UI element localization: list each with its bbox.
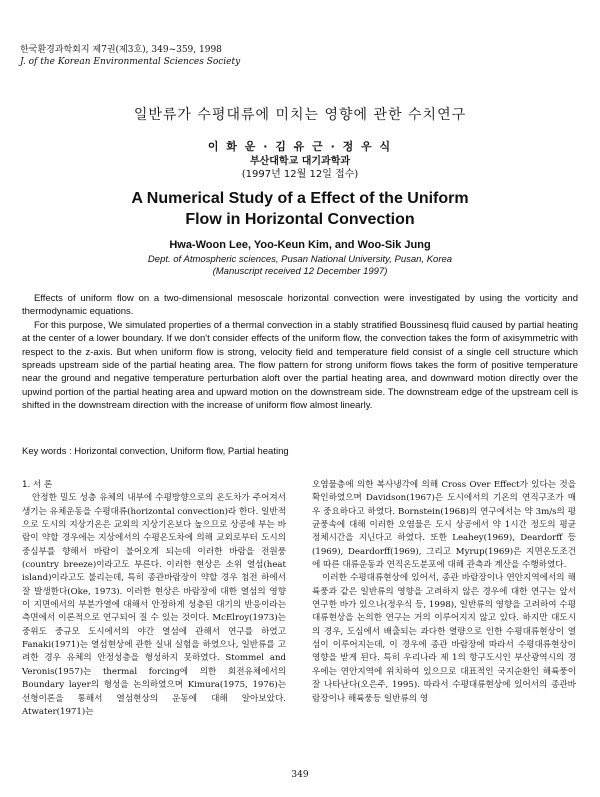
right-column <box>312 479 576 706</box>
english-affiliation: Dept. of Atmospheric sciences, Pusan National University, Pusan, Korea <box>147 254 453 265</box>
english-authors: Hwa-Woon Lee, Yoo-Keun Kim, and Woo-Sik Jung <box>169 239 431 251</box>
abstract-paragraph-1: Effects of uniform flow on a two-dimensional mesoscale horizontal convection were investigated by using the vorticity and thermodynamic equations. <box>22 293 578 318</box>
english-title <box>0 188 600 230</box>
right-column-paragraph-1: 오염물층에 의한 복사냉각에 의해 Cross Over Effect가 있다는 것을 확인하였으며 Davidson(1967)은 도시에서의 기온의 연직구조가 매우 중요하다고 하였다. Bornstein(1968)의 연구에서는 약 3m/s의 평균풍속에 대해 이러한 오염물은 도시 상공에서 약 1시간 정도의 평균 정체시간을 지닌다고 하였다. 또한 Leahey(1969), Deardorff 등(1969), Deardorff(1969), 그리고 Myrup(1969)은 지면온도조건에 따른 대류운동과 연직온도분포에 대해 관측과 계산을 수행하였다. <box>312 480 576 571</box>
korean-title: 일반류가 수평대류에 미치는 영향에 관한 수치연구 <box>133 107 467 123</box>
keywords: Key words : Horizontal convection, Uniform flow, Partial heating <box>22 446 289 457</box>
journal-name: J. of the Korean Environmental Sciences Society <box>20 57 241 67</box>
journal-header <box>20 44 240 68</box>
english-title-line2: Flow in Horizontal Convection <box>185 211 415 228</box>
abstract <box>22 292 578 413</box>
abstract-paragraph-2: For this purpose, We simulated properties of a thermal convection in a stably stratified Boussinesq fluid caused by partial heating at the center of a lower boundary. If we don't consider effects of the uniform flow, the convection takes the form of axisymmetric with respect to the z-axis. But when uniform flow is strong, velocity field and temperature field consist of a single cell structure which spreads upstream side of the partial heating area. The flow pattern for strong uniform flows takes the form of positive temperature near the ground and negative temperature perturbation aloft over the partial heating area, and downward motion directly over the upwind portion of the partial heating area and upward motion on the downstream side. The downstream edge of the upstream cell is shifted in the downstream direction with the increase of uniform flow almost linearly. <box>22 319 578 412</box>
korean-received-date: (1997년 12월 12일 접수) <box>241 169 359 180</box>
section-heading-introduction: 1. 서 론 <box>22 480 53 490</box>
page-number: 349 <box>291 770 309 780</box>
journal-citation: 한국환경과학회지 제7권(제3호), 349~359, 1998 <box>20 45 222 55</box>
english-title-line1: A Numerical Study of a Effect of the Uniform <box>131 190 469 207</box>
left-column-paragraph-1: 안정한 밀도 성층 유체의 내부에 수평방향으로의 온도차가 주어져서 생기는 유체운동을 수평대류(horizontal convection)라 한다. 일반적으로 도시의 지상기온은 교외의 지상기온보다 높으므로 상공에 부는 바람이 약할 경우에는 지상에서의 수평온도차에 의해 교외로부터 도시의 중심부를 향해서 바람이 불어오게 되는데 이러한 바람을 전원풍(country breeze)이라고도 부른다. 이러한 현상은 소위 열섬(heat island)이라고도 불리는데, 특히 종관바람장이 약할 경우 첨전 하에서 잘 발생한다(Oke, 1973). 이러한 현상은 바람장에 대한 열섬의 영향이 지면에서의 부분가열에 대해서 안정하게 성층된 대기의 반응이라는 측면에서 이론적으로 연구되어 질 수 있는 것이다. McElroy(1973)는 중위도 중규모 도시에서의 야간 열섬에 관해서 연구를 하였고 Fanaki(1971)는 열섬현상에 관한 실내 실험을 하였으나, 일반류를 고려한 경우 유체의 안정성층을 형성하지 못하였다. Stommel and Veronis(1957)는 thermal forcing에 의한 회전유체에서의 Boundary layer의 형성을 논의하였으며 Kimura(1975, 1976)는 선형이론을 통해서 열섬현상의 운동에 대해 알아보았다. Atwater(1971)는 <box>22 493 286 717</box>
left-column <box>22 479 286 719</box>
right-column-paragraph-2: 이러한 수평대류현상에 있어서, 종관 바람장이나 연안지역에서의 해륙풍과 같은 일반류의 영향을 고려하지 않은 경우에 대한 연구는 앞서 연구한 바가 있으나(정우식 등, 1998), 일반류의 영향을 고려하여 수평대류현상을 논의한 연구는 거의 이루어지지 않고 있다. 하지만 대도시의 경우, 도심에서 배출되는 과다한 열량으로 인한 수평대류현상이 열섬이 이루어지는데, 이 경우에 종관 바람장에 따라서 수평대류현상이 영향을 받게 된다. 특히 우리나라 제 1의 항구도시인 부산광역시의 경우에는 연안지역에 위치하여 있으므로 대표적인 국지순환인 해륙풍이 잘 나타난다(오은주, 1995). 따라서 수평대류현상에 있어서의 종관바람장이나 해륙풍등 일반류의 영 <box>312 573 576 704</box>
korean-affiliation: 부산대학교 대기과학과 <box>249 156 351 167</box>
english-received-date: (Manuscript received 12 December 1997) <box>212 266 388 277</box>
korean-authors: 이 화 운 · 김 유 근 · 정 우 식 <box>207 140 393 153</box>
